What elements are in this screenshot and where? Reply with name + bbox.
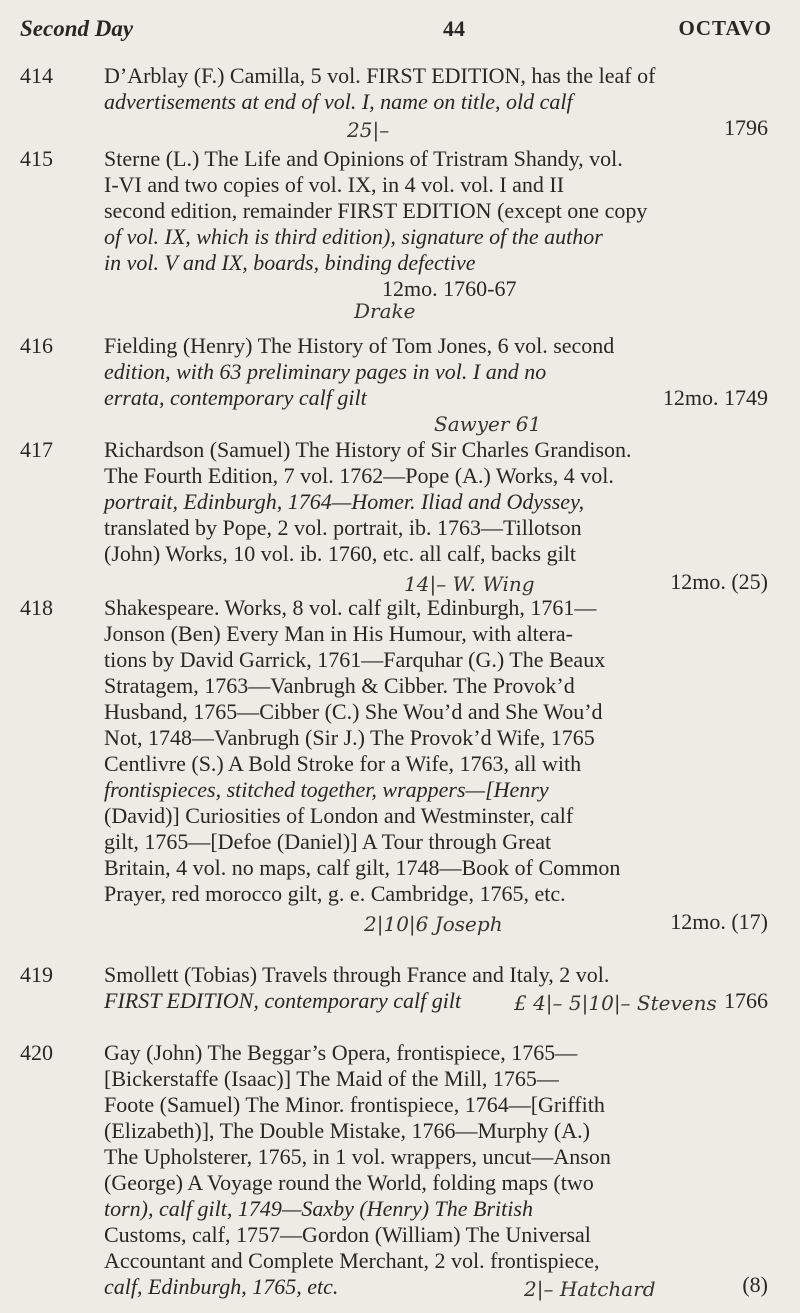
lot-number: 419 xyxy=(20,962,53,987)
line: D’Arblay (F.) Camilla, 5 vol. FIRST EDITION, has the leaf of xyxy=(104,63,656,88)
line: I-VI and two copies of vol. IX, in 4 vol. vol. I and II xyxy=(104,172,565,197)
line: Richardson (Samuel) The History of Sir Charles Grandison. xyxy=(104,437,632,462)
line: Smollett (Tobias) Travels through France and Italy, 2 vol. xyxy=(104,962,610,987)
lot-description xyxy=(104,437,772,596)
line: in vol. V and IX, boards, binding defective xyxy=(104,250,476,275)
line: Not, 1748—Vanbrugh (Sir J.) The Provok’d Wife, 1765 xyxy=(104,725,595,750)
lot-number: 414 xyxy=(20,63,53,88)
line: Fielding (Henry) The History of Tom Jones, 6 vol. second xyxy=(104,333,615,358)
lot-description xyxy=(104,63,772,143)
lot-description xyxy=(104,1040,772,1300)
line: Britain, 4 vol. no maps, calf gilt, 1748—Book of Common xyxy=(104,855,621,880)
lot-description xyxy=(104,962,772,1014)
lot-number: 420 xyxy=(20,1040,53,1065)
handwritten-buyer: Sawyer 61 xyxy=(434,412,542,436)
lot-number: 417 xyxy=(20,437,53,462)
line: Foote (Samuel) The Minor. frontispiece, 1764—[Griffith xyxy=(104,1092,605,1117)
lot-number: 418 xyxy=(20,595,53,620)
header-format: OCTAVO xyxy=(678,16,772,40)
line: Husband, 1765—Cibber (C.) She Wou’d and She Wou’d xyxy=(104,699,603,724)
line: (Elizabeth)], The Double Mistake, 1766—Murphy (A.) xyxy=(104,1118,590,1143)
line: Centlivre (S.) A Bold Stroke for a Wife, 1763, all with xyxy=(104,751,582,776)
line: edition, with 63 preliminary pages in vol. I and no xyxy=(104,359,547,384)
lot-date: 1766 xyxy=(724,988,768,1013)
line: torn), calf gilt, 1749—Saxby (Henry) The British xyxy=(104,1196,533,1221)
line: portrait, Edinburgh, 1764—Homer. Iliad and Odyssey, xyxy=(104,489,585,514)
header-day: Second Day xyxy=(20,16,134,41)
handwritten-price: 25|– xyxy=(347,118,390,142)
handwritten-price: 2|– Hatchard xyxy=(524,1277,656,1301)
line: (David)] Curiosities of London and Westminster, calf xyxy=(104,803,574,828)
line: [Bickerstaffe (Isaac)] The Maid of the Mill, 1765— xyxy=(104,1066,559,1091)
lot-format-date: 12mo. 1760-67 xyxy=(382,276,517,301)
line: The Fourth Edition, 7 vol. 1762—Pope (A.) Works, 4 vol. xyxy=(104,463,614,488)
handwritten-buyer: Drake xyxy=(354,299,416,323)
line: calf, Edinburgh, 1765, etc. xyxy=(104,1274,339,1299)
line: gilt, 1765—[Defoe (Daniel)] A Tour through Great xyxy=(104,829,552,854)
handwritten-price: £ 4|– 5|10|– Stevens xyxy=(514,991,717,1015)
line: Stratagem, 1763—Vanbrugh & Cibber. The Provok’d xyxy=(104,673,575,698)
line: advertisements at end of vol. I, name on title, old calf xyxy=(104,89,573,114)
line: tions by David Garrick, 1761—Farquhar (G.) The Beaux xyxy=(104,647,606,672)
lot-number: 415 xyxy=(20,146,53,171)
line: Gay (John) The Beggar’s Opera, frontispiece, 1765— xyxy=(104,1040,578,1065)
line: FIRST EDITION, contemporary calf gilt xyxy=(104,988,462,1013)
page-header xyxy=(20,16,772,46)
lot-description xyxy=(104,146,772,324)
line: of vol. IX, which is third edition), signature of the author xyxy=(104,224,603,249)
line: Customs, calf, 1757—Gordon (William) The Universal xyxy=(104,1222,591,1247)
page-number: 44 xyxy=(443,16,465,41)
line: frontispieces, stitched together, wrappers—[Henry xyxy=(104,777,549,802)
line: second edition, remainder FIRST EDITION (except one copy xyxy=(104,198,648,223)
lot-format-count: 12mo. (17) xyxy=(670,909,768,934)
line: translated by Pope, 2 vol. portrait, ib. 1763—Tillotson xyxy=(104,515,582,540)
line: Accountant and Complete Merchant, 2 vol. frontispiece, xyxy=(104,1248,600,1273)
line: (John) Works, 10 vol. ib. 1760, etc. all calf, backs gilt xyxy=(104,541,576,566)
lot-count: (8) xyxy=(742,1272,768,1297)
lot-format-count: 12mo. (25) xyxy=(670,569,768,594)
lot-description xyxy=(104,333,772,436)
lot-description xyxy=(104,595,772,936)
lot-format-date: 12mo. 1749 xyxy=(662,385,768,410)
lot-date: 1796 xyxy=(724,115,768,140)
handwritten-price: 2|10|6 Joseph xyxy=(364,912,503,936)
handwritten-price: 14|– W. Wing xyxy=(404,572,535,596)
line: The Upholsterer, 1765, in 1 vol. wrappers, uncut—Anson xyxy=(104,1144,611,1169)
line: errata, contemporary calf gilt xyxy=(104,385,367,410)
line: Jonson (Ben) Every Man in His Humour, with altera- xyxy=(104,621,573,646)
line: Prayer, red morocco gilt, g. e. Cambridge, 1765, etc. xyxy=(104,881,566,906)
lot-number: 416 xyxy=(20,333,53,358)
line: Sterne (L.) The Life and Opinions of Tristram Shandy, vol. xyxy=(104,146,623,171)
line: Shakespeare. Works, 8 vol. calf gilt, Edinburgh, 1761— xyxy=(104,595,597,620)
line: (George) A Voyage round the World, folding maps (two xyxy=(104,1170,594,1195)
